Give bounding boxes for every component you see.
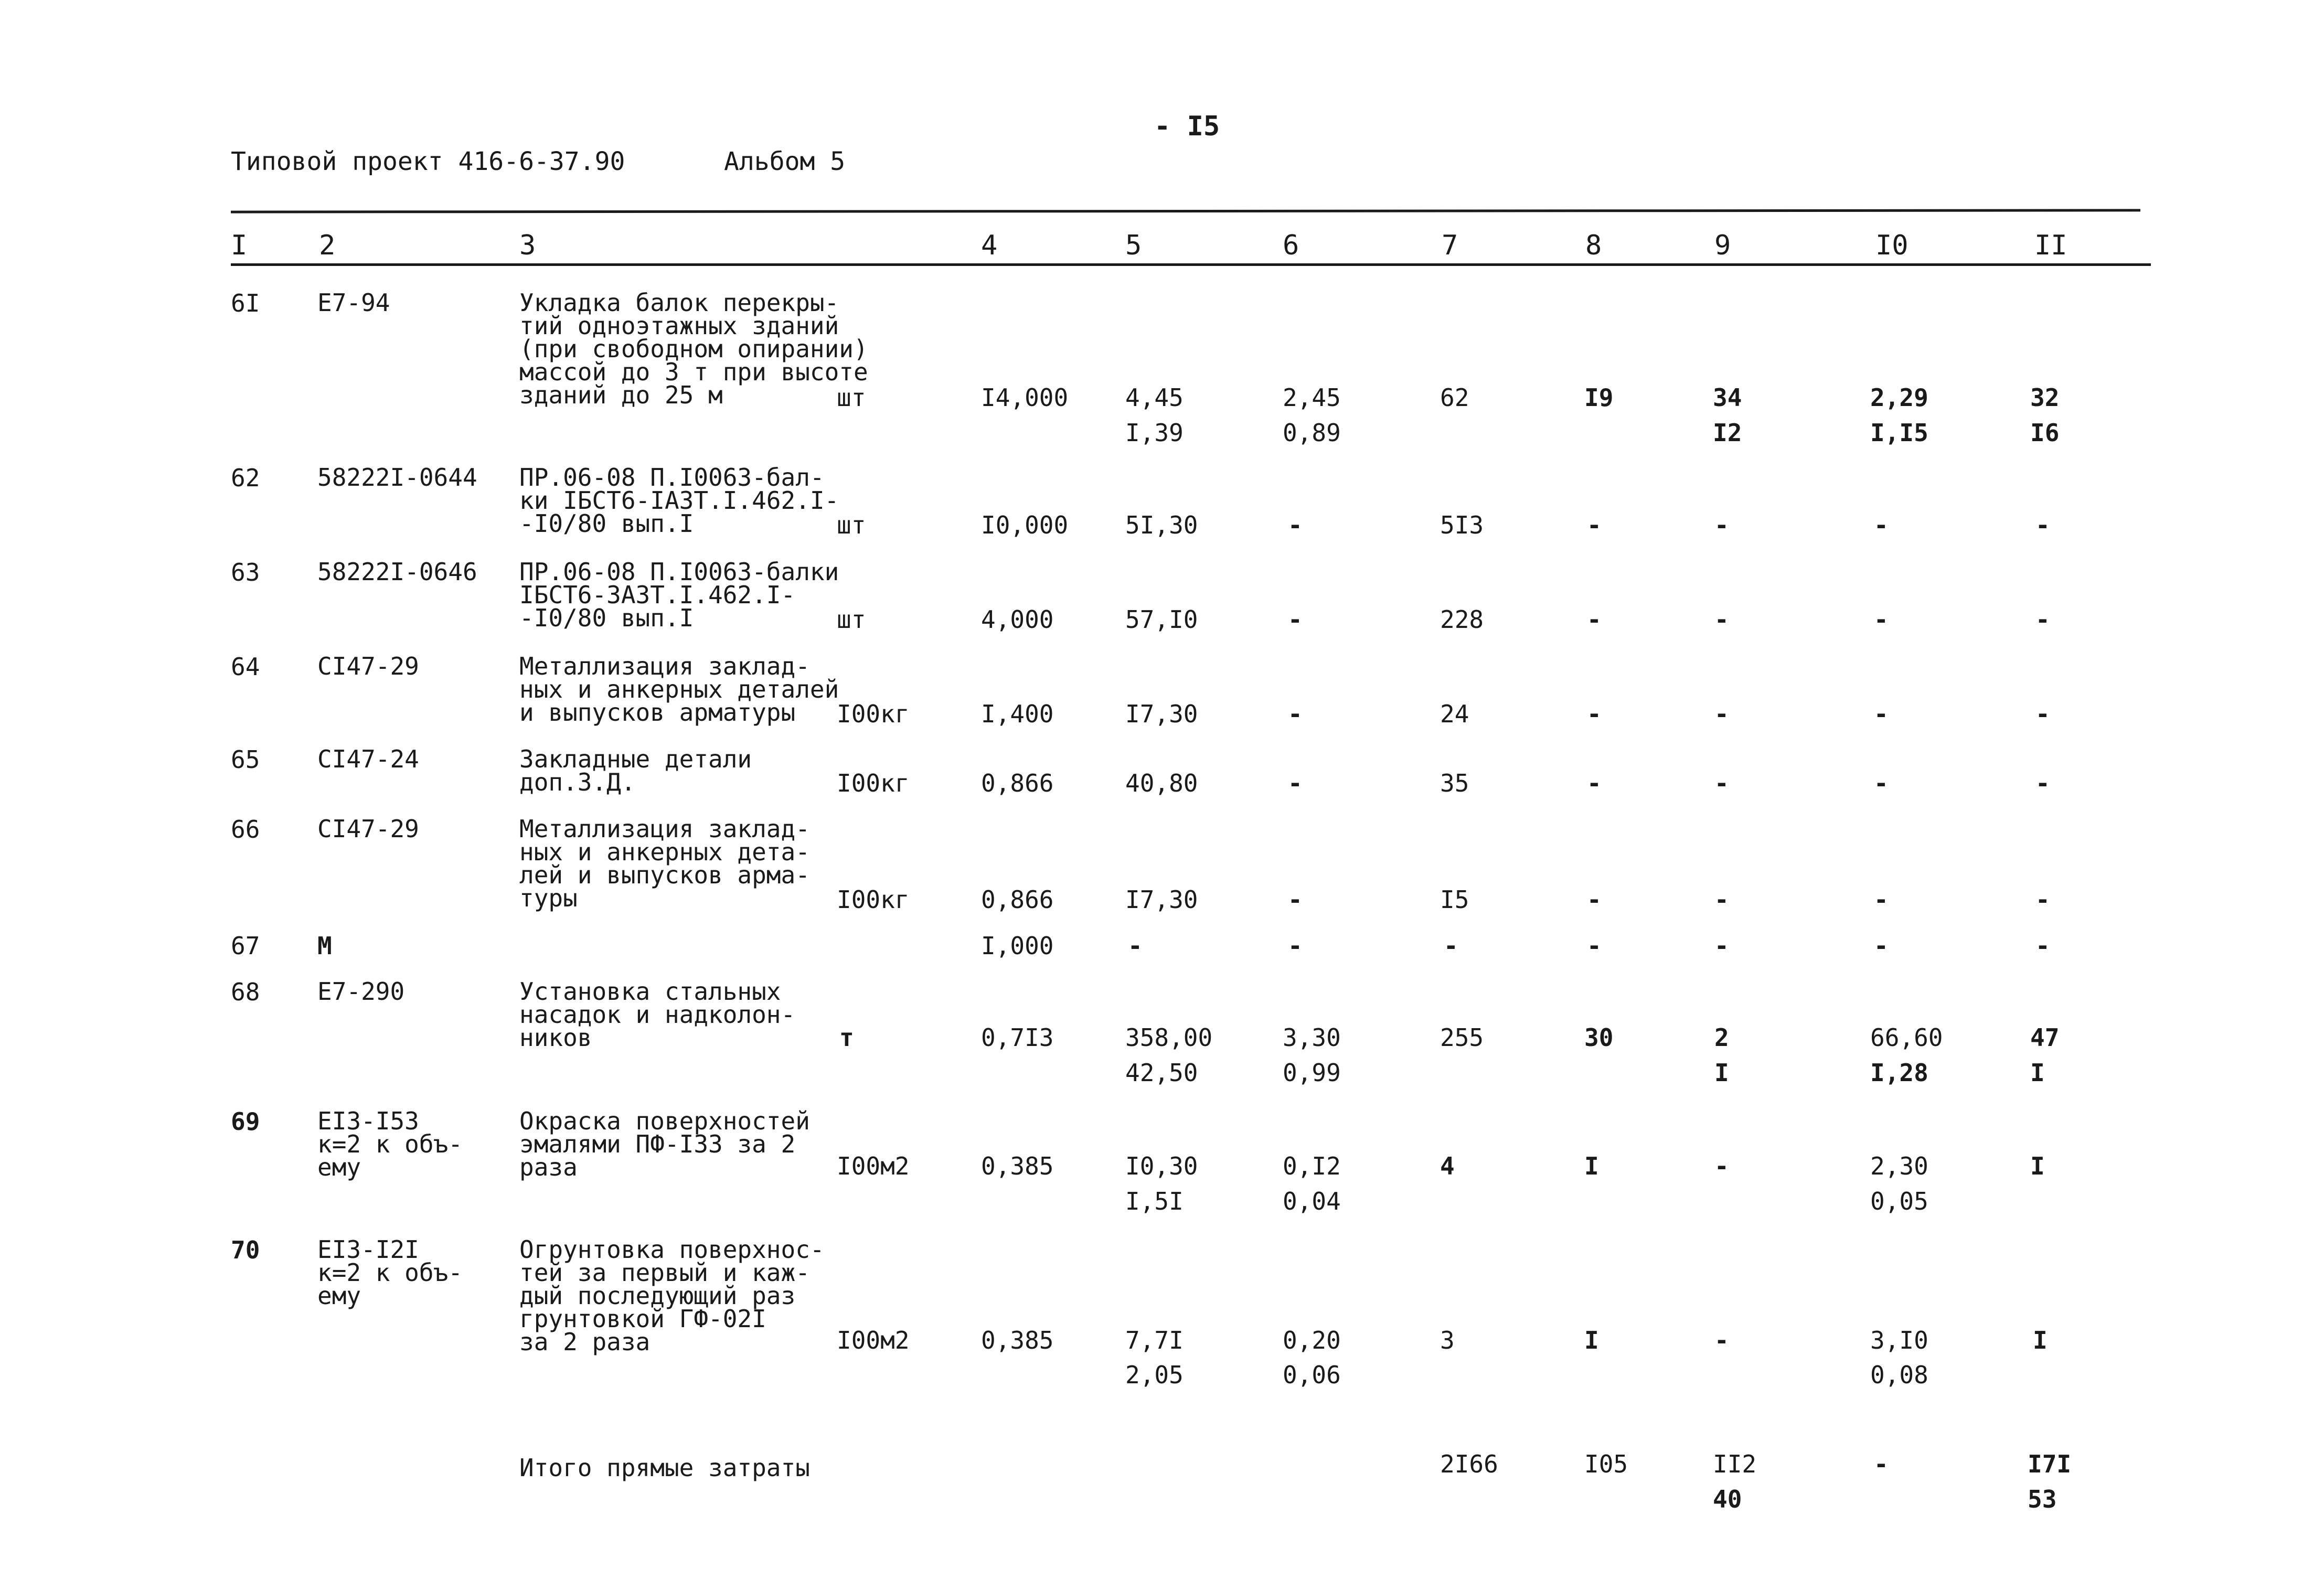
col10-value: - bbox=[1874, 932, 1889, 960]
total-label: Итого прямые затраты bbox=[519, 1454, 810, 1482]
col10-value: 3,I0 bbox=[1870, 1326, 1928, 1354]
quantity: 0,385 bbox=[981, 1152, 1054, 1180]
unit: I00м2 bbox=[837, 1152, 910, 1180]
col9-value: - bbox=[1714, 1152, 1729, 1180]
row-number: 6I bbox=[231, 289, 260, 317]
col-header-10: I0 bbox=[1875, 230, 1909, 261]
total-col10: - bbox=[1874, 1450, 1889, 1478]
total-col11-sub: 53 bbox=[2028, 1485, 2057, 1513]
col10-sub-value: I,28 bbox=[1870, 1059, 1928, 1087]
rate-code: СI47-29 bbox=[317, 652, 419, 680]
work-description: ПР.06-08 П.I0063-балки IБСТ6-ЗАЗТ.I.462.I- -I0/80 вып.I bbox=[519, 558, 839, 632]
col5-value: 4,45 bbox=[1125, 383, 1184, 412]
col6-sub-value: 0,04 bbox=[1283, 1187, 1341, 1215]
col-header-5: 5 bbox=[1125, 230, 1142, 261]
project-title: Типовой проект 416-6-37.90 bbox=[231, 147, 625, 176]
col9-value: - bbox=[1714, 511, 1729, 539]
col10-value: - bbox=[1874, 605, 1889, 634]
unit: шт bbox=[837, 511, 866, 539]
row-number: 67 bbox=[231, 932, 260, 960]
total-col7: 2I66 bbox=[1440, 1450, 1498, 1478]
col6-value: - bbox=[1288, 932, 1303, 960]
col7-value: 5I3 bbox=[1440, 511, 1484, 539]
work-description: Установка стальных насадок и надколон- ников bbox=[519, 977, 796, 1052]
col5-sub-value: 42,50 bbox=[1125, 1059, 1198, 1087]
col6-value: - bbox=[1288, 769, 1303, 797]
col8-value: 30 bbox=[1584, 1023, 1614, 1052]
col10-sub-value: 0,08 bbox=[1870, 1361, 1928, 1389]
col5-sub-value: I,39 bbox=[1125, 419, 1184, 447]
col9-value: - bbox=[1714, 605, 1729, 634]
col10-value: 66,60 bbox=[1870, 1023, 1943, 1052]
col10-sub-value: I,I5 bbox=[1870, 419, 1928, 447]
col-header-3: 3 bbox=[519, 230, 536, 261]
col5-value: 57,I0 bbox=[1125, 605, 1198, 634]
rate-code: ЕI3-I53 к=2 к объ- ему bbox=[317, 1107, 463, 1181]
col7-value: 3 bbox=[1440, 1326, 1455, 1354]
col5-sub-value: 2,05 bbox=[1125, 1361, 1184, 1389]
album-label: Альбом 5 bbox=[724, 147, 846, 176]
col11-value: - bbox=[2035, 605, 2050, 634]
col11-value: I bbox=[2030, 1152, 2045, 1180]
col6-value: - bbox=[1288, 700, 1303, 728]
col6-value: - bbox=[1288, 885, 1303, 914]
col8-value: - bbox=[1587, 605, 1602, 634]
work-description: Металлизация заклад- ных и анкерных деталей и выпусков арматуры bbox=[519, 652, 839, 727]
col11-sub-value: I6 bbox=[2030, 419, 2060, 447]
row-number: 64 bbox=[231, 653, 260, 681]
work-description: Укладка балок перекры- тий одноэтажных зданий (при свободном опирании) массой до 3 т при высоте зданий до 25 м bbox=[519, 289, 868, 409]
col11-value: - bbox=[2035, 932, 2050, 960]
col6-value: 0,20 bbox=[1283, 1326, 1341, 1354]
col7-value: 4 bbox=[1440, 1152, 1455, 1180]
unit: т bbox=[839, 1023, 854, 1052]
row-number: 66 bbox=[231, 815, 260, 844]
col8-value: - bbox=[1587, 769, 1602, 797]
quantity: I,400 bbox=[981, 700, 1054, 728]
total-col8: I05 bbox=[1584, 1450, 1628, 1478]
col7-value: - bbox=[1444, 932, 1458, 960]
col5-value: I0,30 bbox=[1125, 1152, 1198, 1180]
col-header-2: 2 bbox=[319, 230, 336, 261]
work-description: Закладные детали доп.З.Д. bbox=[519, 745, 752, 796]
unit: I00кг bbox=[837, 885, 910, 914]
total-col11: I7I bbox=[2028, 1450, 2072, 1478]
col-header-7: 7 bbox=[1442, 230, 1458, 261]
col11-value: 32 bbox=[2030, 383, 2060, 412]
col11-value: I bbox=[2033, 1326, 2048, 1354]
row-number: 63 bbox=[231, 558, 260, 586]
col5-value: 358,00 bbox=[1125, 1023, 1213, 1052]
col10-value: 2,30 bbox=[1870, 1152, 1928, 1180]
col7-value: 62 bbox=[1440, 383, 1469, 412]
col-header-4: 4 bbox=[981, 230, 998, 261]
col9-value: - bbox=[1714, 1326, 1729, 1354]
col-header-1: I bbox=[231, 230, 248, 261]
col11-value: - bbox=[2035, 511, 2050, 539]
col8-value: I bbox=[1584, 1326, 1599, 1354]
col5-value: I7,30 bbox=[1125, 700, 1198, 728]
col10-value: 2,29 bbox=[1870, 383, 1928, 412]
col11-value: - bbox=[2035, 769, 2050, 797]
col6-sub-value: 0,06 bbox=[1283, 1361, 1341, 1389]
col9-value: - bbox=[1714, 769, 1729, 797]
unit: шт bbox=[837, 383, 866, 412]
col9-sub-value: I2 bbox=[1713, 419, 1742, 447]
quantity: I,000 bbox=[981, 932, 1054, 960]
col-header-9: 9 bbox=[1714, 230, 1731, 261]
col6-value: - bbox=[1288, 511, 1303, 539]
col11-value: - bbox=[2035, 700, 2050, 728]
row-number: 62 bbox=[231, 464, 260, 492]
col10-value: - bbox=[1874, 769, 1889, 797]
col7-value: I5 bbox=[1440, 885, 1469, 914]
col5-value: 40,80 bbox=[1125, 769, 1198, 797]
unit: шт bbox=[837, 605, 866, 634]
col8-value: - bbox=[1587, 932, 1602, 960]
quantity: I4,000 bbox=[981, 383, 1069, 412]
work-description: Окраска поверхностей эмалями ПФ-I33 за 2 раза bbox=[519, 1107, 810, 1181]
total-col9: II2 bbox=[1713, 1450, 1757, 1478]
col-header-8: 8 bbox=[1585, 230, 1602, 261]
col11-value: - bbox=[2035, 885, 2050, 914]
total-col9-sub: 40 bbox=[1713, 1485, 1742, 1513]
col10-value: - bbox=[1874, 700, 1889, 728]
col8-value: I bbox=[1584, 1152, 1599, 1180]
top-rule bbox=[231, 209, 2140, 213]
rate-code: СI47-29 bbox=[317, 815, 419, 843]
col9-value: - bbox=[1714, 700, 1729, 728]
col6-value: 0,I2 bbox=[1283, 1152, 1341, 1180]
col6-value: 3,30 bbox=[1283, 1023, 1341, 1052]
col11-sub-value: I bbox=[2030, 1059, 2045, 1087]
unit: I00кг bbox=[837, 769, 910, 797]
work-description: ПР.06-08 П.I0063-бал- ки IБСТ6-IАЗТ.I.462.I- -I0/80 вып.I bbox=[519, 463, 839, 538]
col8-value: - bbox=[1587, 885, 1602, 914]
row-number: 69 bbox=[231, 1107, 260, 1136]
quantity: I0,000 bbox=[981, 511, 1069, 539]
col5-sub-value: I,5I bbox=[1125, 1187, 1184, 1215]
work-description: Металлизация заклад- ных и анкерных дета- лей и выпусков арма- туры bbox=[519, 815, 810, 912]
col7-value: 255 bbox=[1440, 1023, 1484, 1052]
work-description: Огрунтовка поверхнос- тей за первый и каж- дый последующий раз грунтовкой ГФ-02I за 2 раза bbox=[519, 1235, 825, 1356]
col6-sub-value: 0,99 bbox=[1283, 1059, 1341, 1087]
col9-value: - bbox=[1714, 885, 1729, 914]
header-rule bbox=[231, 263, 2151, 266]
quantity: 0,385 bbox=[981, 1326, 1054, 1354]
rate-code: Е7-94 bbox=[317, 289, 390, 317]
rate-code: СI47-24 bbox=[317, 745, 419, 773]
col6-sub-value: 0,89 bbox=[1283, 419, 1341, 447]
col10-sub-value: 0,05 bbox=[1870, 1187, 1928, 1215]
page-number: - I5 bbox=[1154, 111, 1220, 142]
rate-code: 58222I-0644 bbox=[317, 463, 477, 492]
rate-code: 58222I-0646 bbox=[317, 558, 477, 586]
col7-value: 228 bbox=[1440, 605, 1484, 634]
col6-value: 2,45 bbox=[1283, 383, 1341, 412]
col10-value: - bbox=[1874, 511, 1889, 539]
col11-value: 47 bbox=[2030, 1023, 2060, 1052]
col9-value: 34 bbox=[1713, 383, 1742, 412]
col9-value: - bbox=[1714, 932, 1729, 960]
col7-value: 35 bbox=[1440, 769, 1469, 797]
rate-code: Е7-290 bbox=[317, 977, 405, 1006]
col8-value: - bbox=[1587, 700, 1602, 728]
row-number: 68 bbox=[231, 978, 260, 1006]
col5-value: 5I,30 bbox=[1125, 511, 1198, 539]
col5-value: I7,30 bbox=[1125, 885, 1198, 914]
unit: I00кг bbox=[837, 700, 910, 728]
col5-value: - bbox=[1128, 932, 1143, 960]
rate-code: ЕI3-I2I к=2 к объ- ему bbox=[317, 1235, 463, 1310]
rate-code: М bbox=[317, 932, 332, 960]
col9-sub-value: I bbox=[1714, 1059, 1729, 1087]
quantity: 0,866 bbox=[981, 885, 1054, 914]
col10-value: - bbox=[1874, 885, 1889, 914]
quantity: 0,866 bbox=[981, 769, 1054, 797]
row-number: 70 bbox=[231, 1236, 260, 1264]
quantity: 4,000 bbox=[981, 605, 1054, 634]
quantity: 0,7I3 bbox=[981, 1023, 1054, 1052]
col7-value: 24 bbox=[1440, 700, 1469, 728]
col-header-11: II bbox=[2034, 230, 2067, 261]
unit: I00м2 bbox=[837, 1326, 910, 1354]
col9-value: 2 bbox=[1714, 1023, 1729, 1052]
col8-value: I9 bbox=[1584, 383, 1614, 412]
col8-value: - bbox=[1587, 511, 1602, 539]
row-number: 65 bbox=[231, 745, 260, 774]
col6-value: - bbox=[1288, 605, 1303, 634]
col-header-6: 6 bbox=[1283, 230, 1299, 261]
col5-value: 7,7I bbox=[1125, 1326, 1184, 1354]
